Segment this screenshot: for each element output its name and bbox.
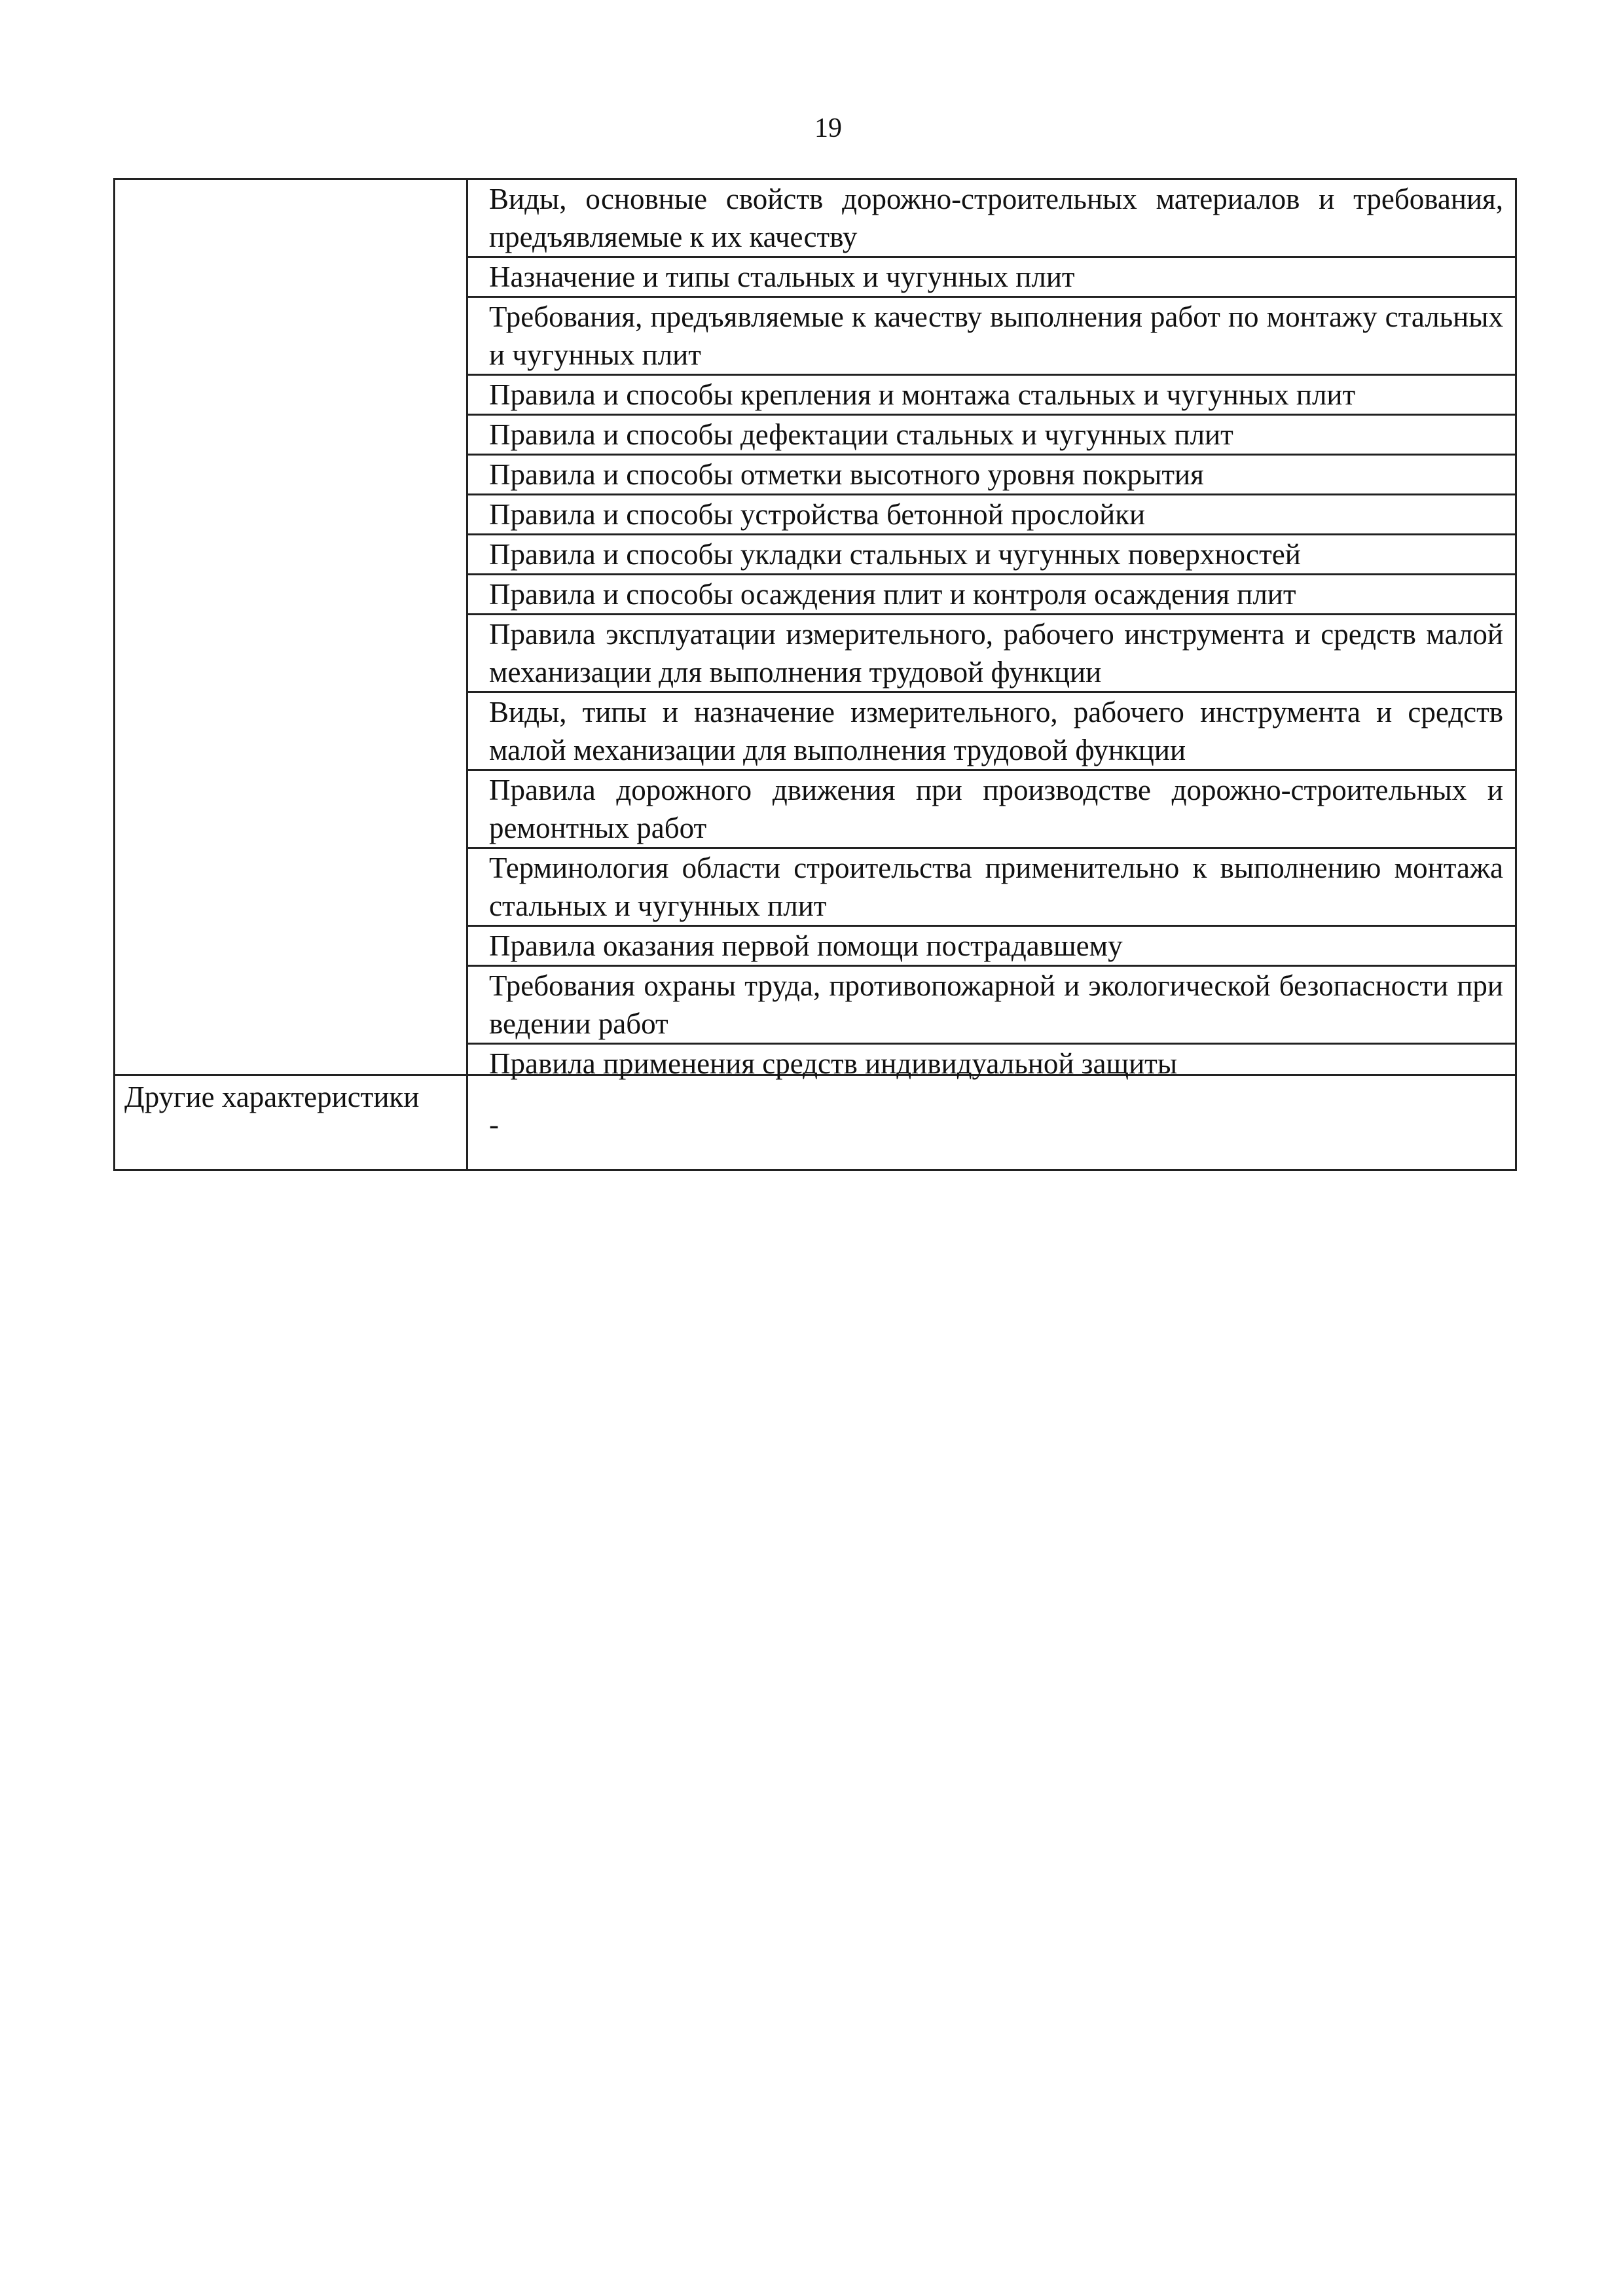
knowledge-item: Виды, основные свойств дорожно-строительных материалов и требования, предъявляемые к их качеству [468,180,1515,258]
knowledge-list [468,180,1515,1080]
knowledge-item: Правила применения средств индивидуальной защиты [489,1047,1178,1080]
knowledge-item: Правила и способы укладки стальных и чугунных поверхностей [468,535,1515,575]
knowledge-item: Требования, предъявляемые к качеству выполнения работ по монтажу стальных и чугунных плит [468,298,1515,376]
knowledge-item: Правила и способы отметки высотного уровня покрытия [468,456,1515,495]
requirements-table [113,178,1517,1171]
knowledge-item: Требования охраны труда, противопожарной и экологической безопасности при ведении работ [468,967,1515,1045]
knowledge-item: Правила и способы осаждения плит и контроля осаждения плит [468,575,1515,615]
knowledge-item: Виды, типы и назначение измерительного, рабочего инструмента и средств малой механизации для выполнения трудовой функции [468,693,1515,771]
knowledge-item: Правила и способы дефектации стальных и чугунных плит [468,416,1515,456]
knowledge-item: Терминология области строительства применительно к выполнению монтажа стальных и чугунных плит [468,849,1515,927]
other-label-cell [115,1076,468,1169]
knowledge-item: Назначение и типы стальных и чугунных плит [468,258,1515,298]
knowledge-item: Правила дорожного движения при производстве дорожно-строительных и ремонтных работ [468,771,1515,849]
other-characteristics-value: - [489,1108,499,1141]
table-row [115,1076,1515,1169]
empty-label-cell [115,180,468,1074]
table-row [115,180,1515,1080]
other-characteristics-label: Другие характеристики [124,1081,420,1113]
knowledge-item: Правила и способы устройства бетонной прослойки [468,495,1515,535]
knowledge-item: Правила эксплуатации измерительного, рабочего инструмента и средств малой механизации для выполнения трудовой функции [468,615,1515,693]
knowledge-item: Правила оказания первой помощи пострадавшему [468,927,1515,967]
page-number: 19 [814,113,842,143]
knowledge-item: Правила и способы крепления и монтажа стальных и чугунных плит [468,376,1515,416]
